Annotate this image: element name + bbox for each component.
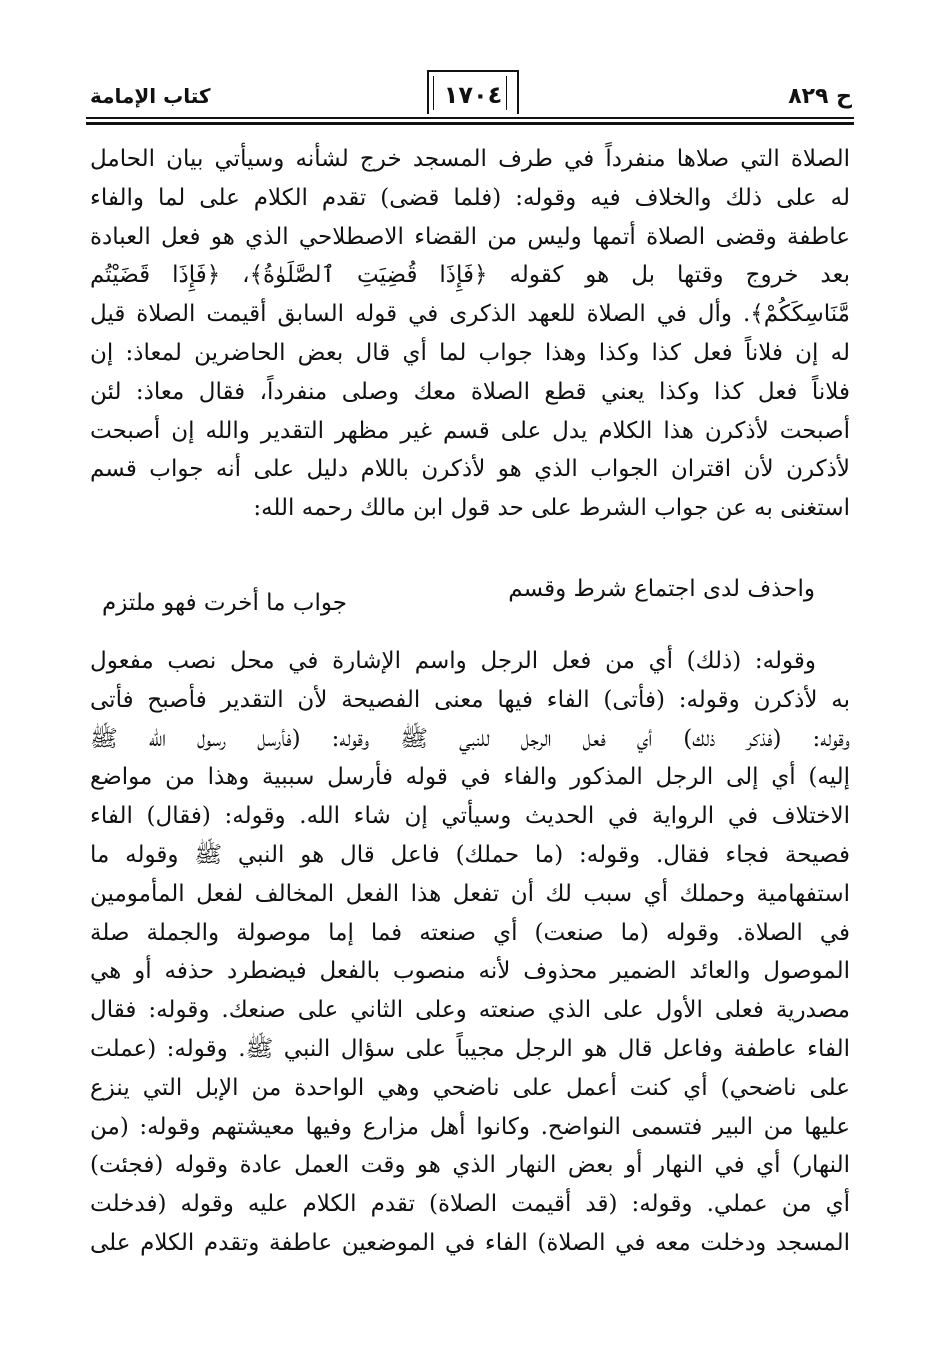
header-rule-thick	[86, 122, 854, 125]
text-line: له على ذلك والخلاف فيه وقوله: (فلما قضى) تقدم الكلام على لما والفاء	[90, 184, 850, 211]
text-line: أي من عملي. وقوله: (قد أقيمت الصلاة) تقدم الكلام عليه وقوله (فدخلت	[90, 1191, 850, 1218]
text-line: استغنى به عن جواب الشرط على حد قول ابن مالك رحمه الله:	[253, 495, 850, 522]
text-line: به لأذكرن وقوله: (فأتى) الفاء فيها معنى الفصيحة لأن التقدير فأصبح فأتى	[90, 686, 850, 713]
text-line: لأذكرن لأن اقتران الجواب الذي هو لأذكرن باللام دليل على أنه جواب قسم	[90, 456, 850, 483]
text-line: في الصلاة. وقوله (ما صنعت) أي صنعته فما إما موصولة والجملة صلة	[90, 919, 850, 946]
text-line: مصدرية فعلى الأول على الذي صنعته وعلى الثاني على صنعك. وقوله: فقال	[90, 997, 850, 1024]
text-line: عاطفة وقضى الصلاة أتمها وليس من القضاء الاصطلاحي الذي هو فعل العبادة	[90, 223, 850, 250]
volume-page-number: ح ٨٢٩	[788, 84, 852, 109]
text-line: الموصول والعائد الضمير محذوف لأنه منصوب بالفعل فيضطرد حذفه أو هي	[90, 958, 850, 985]
hadith-number-box: ١٧٠٤	[427, 70, 519, 114]
text-line: فصيحة فجاء فقال. وقوله: (ما حملك) فاعل قال هو النبي ﷺ وقوله ما	[90, 841, 850, 868]
text-line: على ناضحي) أي كنت أعمل على ناضحي وهي الواحدة من الإبل التي ينزع	[90, 1074, 850, 1101]
text-line: المسجد ودخلت معه في الصلاة) الفاء في الموضعين عاطفة وتقدم الكلام على	[90, 1229, 850, 1256]
paragraph-1	[90, 140, 850, 528]
text-line: الصلاة التي صلاها منفرداً في طرف المسجد خرج لشأنه وسيأتي بيان الحامل	[90, 146, 850, 172]
text-line: وقوله: (ذلك) أي من فعل الرجل واسم الإشارة في محل نصب مفعول	[90, 648, 816, 674]
text-line: مَّنَاسِكَكُمْ﴾. وأل في الصلاة للعهد الذكرى في قوله السابق أقيمت الصلاة قيل	[90, 301, 850, 328]
text-line: فلاناً فعل كذا وكذا يعني قطع الصلاة معك وصلى منفرداً، فقال معاذ: لئن	[90, 378, 850, 405]
poem-second-hemistich: جواب ما أخرت فهو ملتزم	[102, 590, 347, 616]
text-line: له إن فلاناً فعل كذا وكذا وهذا جواب لما أي قال بعض الحاضرين لمعاذ: إن	[90, 339, 850, 366]
paragraph-2	[90, 642, 850, 1263]
text-line: أصبحت لأذكرن هذا الكلام يدل على قسم غير مظهر التقدير والله إن أصبحت	[90, 417, 850, 444]
header-rule-thin	[86, 117, 854, 119]
page-header	[90, 78, 852, 112]
text-line: عليها من البير فتسمى النواضح. وكانوا أهل مزارع وفيها معيشتهم وقوله: (من	[90, 1113, 850, 1140]
text-line: الفاء عاطفة وفاعل قال هو الرجل مجيباً على سؤال النبي ﷺ. وقوله: (عملت	[90, 1035, 850, 1062]
text-line: بعد خروج وقتها بل هو كقوله ﴿فَإِذَا قُضِيَتِ ٱلصَّلَوٰةُ﴾، ﴿فَإِذَا قَضَيْتُم	[90, 262, 850, 289]
text-line: استفهامية وحملك أي سبب لك أن تفعل هذا الفعل المخالف لفعل المأمومين	[90, 880, 850, 907]
text-line: الاختلاف في الرواية في الحديث وسيأتي إن شاء الله. وقوله: (فقال) الفاء	[90, 803, 850, 830]
poem-first-hemistich: واحذف لدى اجتماع شرط وقسم	[508, 576, 815, 602]
text-line: النهار) أي في النهار أو بعض النهار الذي هو وقت العمل عادة وقوله (فجئت)	[90, 1152, 850, 1179]
text-line: وقوله: (فذكر ذلك) أي فعل الرجل للنبي ﷺ وقوله: (فأرسل رسول الله ﷺ	[90, 725, 850, 752]
text-line: إليه) أي إلى الرجل المذكور والفاء في قوله فأرسل سببية وهذا من مواضع	[90, 764, 850, 791]
book-title: كتاب الإمامة	[90, 84, 211, 108]
